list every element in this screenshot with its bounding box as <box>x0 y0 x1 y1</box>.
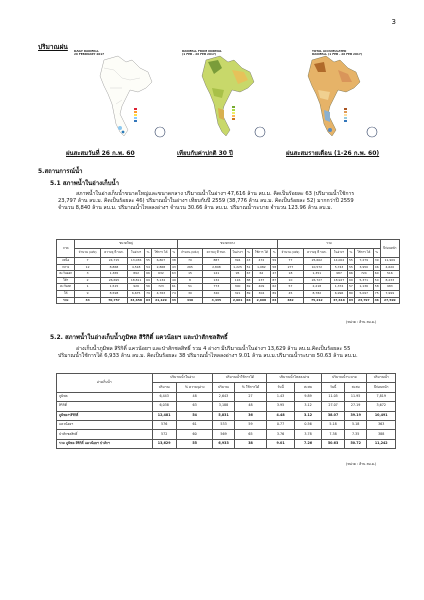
table-cell: 26,727 <box>303 277 330 284</box>
table-cell: 63 <box>348 297 353 302</box>
table2-unit: (หน่วย : ล้าน ลบ.ม.) <box>346 462 377 466</box>
table-cell: 36 <box>234 411 267 420</box>
table-row <box>57 420 396 429</box>
thailand-map-1 <box>70 48 176 142</box>
table-cell: 13,036 <box>128 258 145 265</box>
table-cell: 2 <box>75 277 100 284</box>
table-cell: 1,225 <box>230 264 245 271</box>
col-region: ภาค <box>57 240 75 258</box>
table-cell: 63 <box>171 271 176 276</box>
table-cell: 321 <box>230 290 245 297</box>
table-cell: 66 <box>246 297 251 302</box>
table-cell: 3.12 <box>294 402 321 411</box>
table-cell: 7.26 <box>294 439 321 448</box>
table-cell: 1,374 <box>331 284 348 291</box>
accumulated-rainfall-map <box>282 48 388 142</box>
table-cell: 58 <box>272 264 277 269</box>
map-title-1: DAILY RAINFALL 26 FEBRUARY 2017 <box>74 49 105 57</box>
table-cell: 132 <box>203 277 230 284</box>
table-cell: 265 <box>177 264 202 271</box>
section-5-2-paragraph: อ่างเก็บน้ำภูมิพล สิริกิติ์ แควน้อยฯ และป่าสักชลสิทธิ์ รวม 4 อ่างฯ มีปริมาณน้ำในอ่างฯ 13,629 ล้าน ลบ.ม.คิดเป็นร้อยละ 55 ปริมาณน้ำใช้การได้ 6,933 ล้าน ลบ.ม. คิดเป็นร้อยละ 38 ปริมาณน้ำไหลลงอ่างฯ 9.01 ล้าน ลบ.ม.ปริมาณน้ำระบาย 50.63 ล้าน ลบ.ม. <box>58 346 358 360</box>
table-cell: 5,134 <box>152 277 171 284</box>
section-5-title: 5.สถานการณ์น้ำ <box>38 168 83 175</box>
table-cell: 61 <box>171 284 176 289</box>
table-cell: 3,672 <box>367 402 396 411</box>
table-total-row <box>57 297 400 304</box>
table-cell: 0.56 <box>294 420 321 429</box>
table-row <box>57 258 400 265</box>
table-cell: 887 <box>203 258 230 265</box>
table-cell: 0.77 <box>267 420 294 429</box>
table-cell: 11,909 <box>380 258 399 265</box>
table-cell: 80 <box>349 291 353 296</box>
table-row <box>57 290 400 297</box>
table-cell: 2,218 <box>303 284 330 291</box>
table-cell: 47,616 <box>331 297 348 304</box>
table-cell: 63 <box>176 402 213 411</box>
table-cell: 75,212 <box>303 297 330 304</box>
table-cell: 38 <box>171 258 176 263</box>
table-cell: 11.05 <box>322 392 345 401</box>
table-cell: 724 <box>354 271 373 278</box>
table-cell: 66 <box>146 271 150 276</box>
table-cell: 44,658 <box>128 297 145 304</box>
table-cell: 87 <box>272 277 277 282</box>
table-cell: 723 <box>152 284 171 291</box>
table-cell: เหนือ <box>57 258 75 265</box>
table-cell: 65 <box>234 430 267 439</box>
table-cell: 3.12 <box>294 411 321 420</box>
table-cell: 88 <box>246 277 251 282</box>
table-cell: 6,443 <box>152 392 176 401</box>
table-cell: 482 <box>278 297 303 304</box>
table-cell: 67 <box>246 271 251 276</box>
table-cell: 2,643 <box>213 392 234 401</box>
table-cell: 51 <box>177 284 202 291</box>
table-cell: 47 <box>272 271 277 276</box>
table-cell: 1 <box>75 284 100 291</box>
table-cell: 27 <box>234 392 267 401</box>
table-cell: 141 <box>203 271 230 278</box>
table-cell: 388 <box>367 430 396 439</box>
table-cell: กลาง <box>57 264 75 271</box>
table-cell: 409 <box>252 284 271 291</box>
table-cell: 4,763 <box>152 290 171 297</box>
table-row <box>57 277 400 284</box>
table-cell: 10,491 <box>367 411 396 420</box>
table-cell: 11.95 <box>344 392 367 401</box>
table-cell: 3.95 <box>267 402 294 411</box>
table-cell: แควน้อยฯ <box>57 420 153 429</box>
col-prev-year: ปีก่อนหน้า <box>380 240 399 258</box>
group-total: รวม <box>278 240 380 249</box>
table-cell: 987 <box>331 271 348 278</box>
table-cell: 572 <box>152 430 176 439</box>
table-cell: 6,996 <box>331 290 348 297</box>
table-cell: 38 <box>234 439 267 448</box>
table-cell: 773 <box>203 284 230 291</box>
table-cell: 7,819 <box>367 392 396 401</box>
table-cell: 5,831 <box>213 411 234 420</box>
table-cell: 60 <box>176 430 213 439</box>
table-cell: 18,927 <box>331 277 348 284</box>
group-medium: ขนาดกลาง <box>177 240 277 249</box>
table-cell: 59 <box>234 420 267 429</box>
table-cell: 569 <box>213 430 234 439</box>
table-row <box>57 392 396 401</box>
table-cell: 79 <box>146 291 150 296</box>
table-cell: 43 <box>171 264 176 269</box>
table-cell: 1,082 <box>252 264 271 271</box>
table-cell: 6,807 <box>152 258 171 265</box>
table-cell: 10,572 <box>303 264 330 271</box>
table-cell: 116 <box>230 277 245 284</box>
table-cell: 24,715 <box>100 258 127 265</box>
table-cell: 23,797 <box>354 297 373 304</box>
table-cell: 77 <box>278 258 303 265</box>
table-cell: 57 <box>278 284 303 291</box>
table-cell: 48 <box>176 392 213 401</box>
table-cell: 39 <box>374 258 379 263</box>
table-cell: 1,515 <box>100 284 127 291</box>
table-cell: 6,675 <box>128 290 145 297</box>
table-cell: 64 <box>272 297 277 302</box>
table-cell: 576 <box>152 420 176 429</box>
table-cell: 363 <box>367 420 396 429</box>
table-cell: 60 <box>374 271 379 276</box>
table-cell: 6,038 <box>152 402 176 411</box>
section-header-rainfall: ปริมาณฝน <box>38 43 68 51</box>
table-cell: 10 <box>278 277 303 284</box>
table-cell: 89 <box>272 291 277 296</box>
table-cell: รวม <box>57 297 75 304</box>
table-cell: 2,868 <box>152 264 171 271</box>
section-5-1-title: 5.1 สภาพน้ำในอ่างเก็บน้ำ <box>50 180 120 187</box>
table-row <box>57 264 400 271</box>
table-cell: 48 <box>234 402 267 411</box>
table-cell: 8 <box>177 277 202 284</box>
table-cell: 74 <box>171 291 176 296</box>
table-cell: 8,233 <box>380 277 399 284</box>
table-cell: ใต้ <box>57 290 75 297</box>
table-cell: 26,695 <box>100 277 127 284</box>
table-cell: 27.07 <box>322 402 345 411</box>
table-cell: 3,188 <box>213 402 234 411</box>
table-cell: รวม ภูมิพล สิริกิติ์ แควน้อยฯ ป่าสักฯ <box>57 439 153 448</box>
table-cell: 1,351 <box>303 271 330 278</box>
table-cell: 2,961 <box>230 297 245 304</box>
table-cell: 55 <box>349 264 353 269</box>
table-cell: 5,743 <box>331 264 348 271</box>
table-cell: 27.19 <box>344 402 367 411</box>
table-row <box>57 411 396 420</box>
table-cell: ใต้ฯ <box>57 277 75 284</box>
table-cell: 14,002 <box>331 258 348 265</box>
table-cell: 49 <box>171 277 176 282</box>
table-row <box>57 271 400 278</box>
table-cell: 66 <box>349 271 353 276</box>
thailand-map-3 <box>282 48 388 142</box>
table-cell: 89 <box>246 291 251 296</box>
table-cell: 304 <box>252 290 271 297</box>
table-row <box>57 402 396 411</box>
table-cell: 8,782 <box>303 290 330 297</box>
table-cell: 892 <box>128 271 145 278</box>
table-cell: 7.38 <box>322 430 345 439</box>
table-cell: 5,097 <box>354 290 373 297</box>
table-cell: 95 <box>230 271 245 278</box>
table-cell: 18 <box>278 271 303 278</box>
map-caption-1: ฝนสะสมวันที่ 26 ก.พ. 60 <box>66 150 135 157</box>
table-cell: 38.07 <box>322 411 345 420</box>
table-cell: 61 <box>176 420 213 429</box>
col-dam: อ่างเก็บน้ำ <box>57 374 153 393</box>
table-cell: 300 <box>230 284 245 291</box>
table-cell: 69 <box>349 277 353 282</box>
table-cell: 58 <box>374 284 379 289</box>
table-cell: 55 <box>176 439 213 448</box>
table-cell: 2,668 <box>252 297 271 304</box>
table-cell: 5.18 <box>322 420 345 429</box>
thailand-map-2 <box>172 48 278 142</box>
table-cell: 340 <box>203 290 230 297</box>
table-cell: 4,435 <box>203 297 230 304</box>
table-cell: 46 <box>374 297 379 302</box>
table-cell: 12,481 <box>152 411 176 420</box>
table-cell: 13,629 <box>152 439 176 448</box>
table-cell: 43 <box>171 297 176 302</box>
table-cell: 25,602 <box>303 258 330 265</box>
table-cell: 533 <box>213 420 234 429</box>
table-cell: 3 <box>75 271 100 278</box>
map-caption-2: เทียบกับค่าปกติ 30 ปี <box>177 150 233 157</box>
table-cell: 57 <box>349 284 353 289</box>
table-cell: 7,279 <box>354 258 373 265</box>
table-cell: 62 <box>252 271 271 278</box>
table-cell: 3.78 <box>294 430 321 439</box>
table-cell: 59 <box>272 258 277 263</box>
table-cell: 30 <box>177 290 202 297</box>
table-cell: 45 <box>278 290 303 297</box>
table-cell: 440 <box>177 297 202 304</box>
table-cell: 54 <box>146 264 150 269</box>
table-cell: 4.48 <box>267 411 294 420</box>
table-cell: 6,933 <box>213 439 234 448</box>
table-total-row <box>57 439 396 448</box>
table-cell: 9.89 <box>294 392 321 401</box>
table-cell: 27,599 <box>380 297 399 304</box>
table-cell: 3,950 <box>354 264 373 271</box>
table-cell: 51 <box>246 264 251 269</box>
table-cell: 69 <box>146 277 150 282</box>
table-cell: 394 <box>230 258 245 265</box>
table-cell: 4,620 <box>380 264 399 271</box>
table-cell: 50.63 <box>322 439 345 448</box>
page-number: 3 <box>391 18 396 26</box>
table-cell: 237 <box>252 277 271 284</box>
table-cell: 70,757 <box>100 297 127 304</box>
table-cell: 50 <box>374 277 379 282</box>
table-cell: 50.72 <box>344 439 367 448</box>
table-cell: ป่าสักชลสิทธิ์ <box>57 430 153 439</box>
table-cell: 7,999 <box>380 290 399 297</box>
table-cell: 56 <box>146 284 150 289</box>
table-cell: 34 <box>75 297 100 304</box>
table-cell: 9 <box>75 290 100 297</box>
table-cell: ภูมิพล <box>57 392 153 401</box>
table-cell: 39.19 <box>344 411 367 420</box>
major-dams-table: อ่างเก็บน้ำ ปริมาณน้ำในอ่าง ปริมาณน้ำใช้การได้ ปริมาณน้ำไหลลงอ่าง ปริมาณน้ำระบาย ปริมาณน้ำ ปริมาณ % ความจุอ่าง ปริมาณ % ใช้การได้ วันนี้ สะสม วันนี้ สะสม ปีก่อนหน้า ภูมิพล 6,443 48 2,643 27 1.43 9.89 11.05 11.95 7,819 สิริกิติ์ 6,038 63 3,188 48 3.95 3.12 27.07 27.19 3,672 ภูมิพล+สิริกิติ์ 12,481 54 5,831 36 4.48 3.12 38.07 39.19 10,491 แควน้อยฯ 576 61 533 59 0.77 0.56 5.18 5.18 363 ป่าสักชลสิทธิ์ 572 60 569 65 3.76 3.78 7.38 7.35 388 รวม ภูมิพล สิริกิติ์ แควน้อยฯ ป่าสักฯ 13,629 55 6,933 38 9.01 7.26 50.63 50.72 11,242 <box>56 373 396 449</box>
table-cell: 5,371 <box>354 277 373 284</box>
map-caption-3: ฝนสะสมรายเดือน (1-26 ก.พ. 60) <box>286 150 380 157</box>
table-cell: 75 <box>374 291 379 296</box>
daily-rainfall-map <box>70 48 176 142</box>
table-cell: 4,518 <box>128 264 145 271</box>
table1-unit: (หน่วย : ล้าน ลบ.ม.) <box>346 320 377 324</box>
table-row <box>57 284 400 291</box>
table-cell: 11,242 <box>367 439 396 448</box>
section-5-2-title: 5.2. สภาพน้ำในอ่างเก็บน้ำภูมิพล สิริกิติ์ แควน้อยฯ และป่าสักชลสิทธิ์ <box>50 334 228 341</box>
table-cell: 926 <box>128 284 145 291</box>
table-cell: 12 <box>75 264 100 271</box>
map-title-3: TOTAL ACCUMULATED RAINFALL (1 FEB - 26 FEB 2017) <box>312 49 363 57</box>
table-cell: 21,129 <box>152 297 171 304</box>
table-cell: 5.18 <box>344 420 367 429</box>
table-cell: 15 <box>177 271 202 278</box>
table-cell: 69 <box>246 284 251 289</box>
table-cell: 472 <box>252 258 271 265</box>
table-cell: 632 <box>152 271 171 278</box>
table-cell: 516 <box>380 271 399 278</box>
section-5-1-paragraph: สภาพน้ำในอ่างเก็บน้ำขนาดใหญ่และขนาดกลาง ปริมาณน้ำในอ่างฯ 47,616 ล้าน ลบ.ม. คิดเป็นร้อยละ 63 (ปริมาณน้ำใช้การ 23,797 ล้าน ลบ.ม. คิดเป็นร้อยละ 46) ปริมาณน้ำในอ่างฯ เทียบกับปี 2559 (38,776 ล้าน ลบ.ม. คิดเป็นร้อยละ 52) มากกว่าปี 2559 จำนวน 8,840 ล้าน ลบ.ม. ปริมาณน้ำไหลลงอ่างฯ จำนวน 30.66 ล้าน ลบ.ม. ปริมาณน้ำระบาย จำนวน 123.96 ล้าน ลบ.ม. <box>58 191 355 212</box>
table-cell: 7.35 <box>344 430 367 439</box>
table-cell: 277 <box>278 264 303 271</box>
table-cell: 18,811 <box>128 277 145 284</box>
table-cell: 46 <box>374 264 379 269</box>
table-cell: 55 <box>146 258 150 263</box>
table-cell: 9.01 <box>267 439 294 448</box>
table-cell: 63 <box>145 297 151 302</box>
table-cell: 8,598 <box>100 290 127 297</box>
table-cell: ตะวันออก <box>57 271 75 278</box>
table-cell: 1,136 <box>354 284 373 291</box>
table-cell: 3.76 <box>267 430 294 439</box>
table-cell: 983 <box>380 284 399 291</box>
table-cell: 2,898 <box>203 264 230 271</box>
table-cell: 70 <box>177 258 202 265</box>
map-title-2: RAINFALL FROM NORMAL (1 FEB - 26 FEB 2017) <box>182 49 222 57</box>
table-cell: สิริกิติ์ <box>57 402 153 411</box>
table-cell: 55 <box>349 258 353 263</box>
table-cell: 7 <box>75 258 100 265</box>
table-cell: 1.43 <box>267 392 294 401</box>
group-large: ขนาดใหญ่ <box>75 240 177 249</box>
table-cell: 54 <box>176 411 213 420</box>
table-cell: ภูมิพล+สิริกิติ์ <box>57 411 153 420</box>
table-cell: 62 <box>272 284 277 289</box>
table-cell: 1,365 <box>100 271 127 278</box>
table-row <box>57 430 396 439</box>
reservoir-table: ภาค ขนาดใหญ่ ขนาดกลาง รวม ปีก่อนหน้า จำนวน (แห่ง) ความจุ ที่ รนก. ในอ่างฯ % ใช้การ ได้ % จำนวน (แห่ง) ความจุ ที่ รนก. ในอ่างฯ % ใช้การ ได้ % จำนวน (แห่ง) ความจุ ที่ รนก. ในอ่างฯ % ใช้การ ได้ % เหนือ 7 24,715 13,036 55 6,807 38 70 887 394 43 472 59 77 25,602 14,002 55 7,279 39 11,909 กลาง 12 8,868 4,518 54 2,868 43 265 2,898 1,225 51 1,082 58 277 10,572 5,743 55 3,950 46 4,620 ตะวันออก 3 1,365 892 66 632 63 15 141 95 67 62 47 18 1,351 987 66 724 60 516 ใต้ฯ 2 26,695 18,811 69 5,134 49 8 132 116 88 237 87 10 26,727 18,927 69 5,371 50 8,233 ตะวันตก 1 1,515 926 56 723 61 51 773 300 69 409 62 57 2,218 1,374 57 1,136 58 983 ใต้ 9 8,598 6,675 79 4,763 74 30 340 321 89 304 89 45 8,782 6,996 80 5,097 75 7,999 รวม 34 70,757 44,658 63 21,129 43 440 4,435 2,961 66 2,668 64 482 75,212 47,616 63 23,797 46 27,599 <box>56 239 400 304</box>
table-cell: 8,868 <box>100 264 127 271</box>
table-cell: 43 <box>246 258 251 263</box>
rainfall-from-normal-map <box>172 48 278 142</box>
table-cell: ตะวันตก <box>57 284 75 291</box>
